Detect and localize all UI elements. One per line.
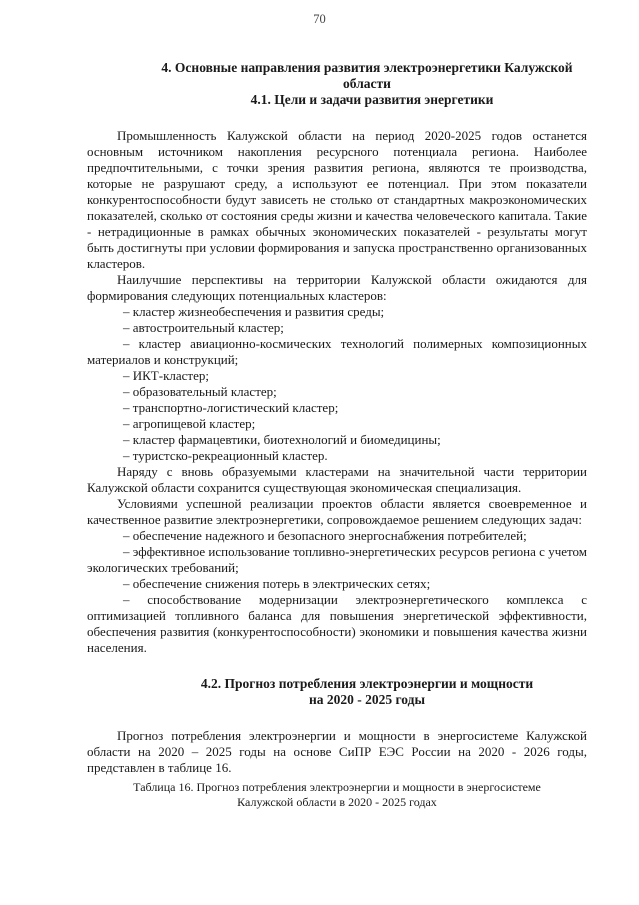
list-item: – обеспечение снижения потерь в электрических сетях; xyxy=(123,576,431,591)
list-item: – кластер авиационно-космических технологий полимерных композиционных материалов и конструкций; xyxy=(87,336,587,367)
paragraph-forecast: Прогноз потребления электроэнергии и мощности в энергосистеме Калужской области на 2020 – 2025 годы на основе СиПР ЕЭС России на 2020 - 2026 годы, представлен в таблице 16. xyxy=(87,728,587,775)
section-4-1-title: 4.1. Цели и задачи развития энергетики xyxy=(250,92,494,107)
list-item: – кластер фармацевтики, биотехнологий и биомедицины; xyxy=(123,432,441,447)
paragraph-conditions: Условиями успешной реализации проектов области является своевременное и качественное развитие электроэнергетики, сопровождаемое решением следующих задач: xyxy=(87,496,587,527)
document-body xyxy=(87,60,587,810)
list-item: – кластер жизнеобеспечения и развития среды; xyxy=(123,304,385,319)
section-4-2-title-line2: на 2020 - 2025 годы xyxy=(308,692,426,707)
page-number: 70 xyxy=(313,12,326,26)
list-item: – агропищевой кластер; xyxy=(123,416,256,431)
list-item: – автостроительный кластер; xyxy=(123,320,284,335)
list-item: – обеспечение надежного и безопасного энергоснабжения потребителей; xyxy=(123,528,527,543)
cluster-list xyxy=(87,304,587,464)
paragraph-specialization: Наряду с вновь образуемыми кластерами на значительной части территории Калужской области сохранится существующая экономическая специализация. xyxy=(87,464,587,495)
paragraph-prospects: Наилучшие перспективы на территории Калужской области ожидаются для формирования следующих потенциальных кластеров: xyxy=(87,272,587,303)
section-4-2-title-line1: 4.2. Прогноз потребления электроэнергии и мощности xyxy=(200,676,534,691)
list-item: – ИКТ-кластер; xyxy=(123,368,209,383)
section-4-title-line1: 4. Основные направления развития электроэнергетики Калужской xyxy=(161,60,573,75)
paragraph-industry: Промышленность Калужской области на период 2020-2025 годов останется основным источником накопления ресурсного потенциала региона. Наиболее предпочтительными, с точки зрения развития региона, являются те производства, которые не разрушают среду, а используют ее потенциал. При этом показатели конкурентоспособности будут зависеть не столько от стандартных макроэкономических показателей, сколько от состояния среды жизни и качества человеческого капитала. Такие - нетрадиционные в рамках обычных экономических показателей - результаты могут быть достигнуты при условии формирования и запуска пространственно организованных кластеров. xyxy=(87,128,587,271)
list-item: – туристско-рекреационный кластер. xyxy=(123,448,328,463)
table-caption-line1: Таблица 16. Прогноз потребления электроэнергии и мощности в энергосистеме xyxy=(133,780,541,794)
section-4-title-line2: области xyxy=(343,76,391,91)
task-list xyxy=(87,528,587,656)
table-caption-line2: Калужской области в 2020 - 2025 годах xyxy=(237,795,437,809)
list-item: – транспортно-логистический кластер; xyxy=(123,400,339,415)
list-item: – образовательный кластер; xyxy=(123,384,277,399)
list-item: – эффективное использование топливно-энергетических ресурсов региона с учетом экологических требований; xyxy=(87,544,587,575)
list-item: – способствование модернизации электроэнергетического комплекса с оптимизацией топливного баланса для повышения энергетической эффективности, обеспечения развития (конкурентоспособности) экономики и повышения качества жизни населения. xyxy=(87,592,587,655)
